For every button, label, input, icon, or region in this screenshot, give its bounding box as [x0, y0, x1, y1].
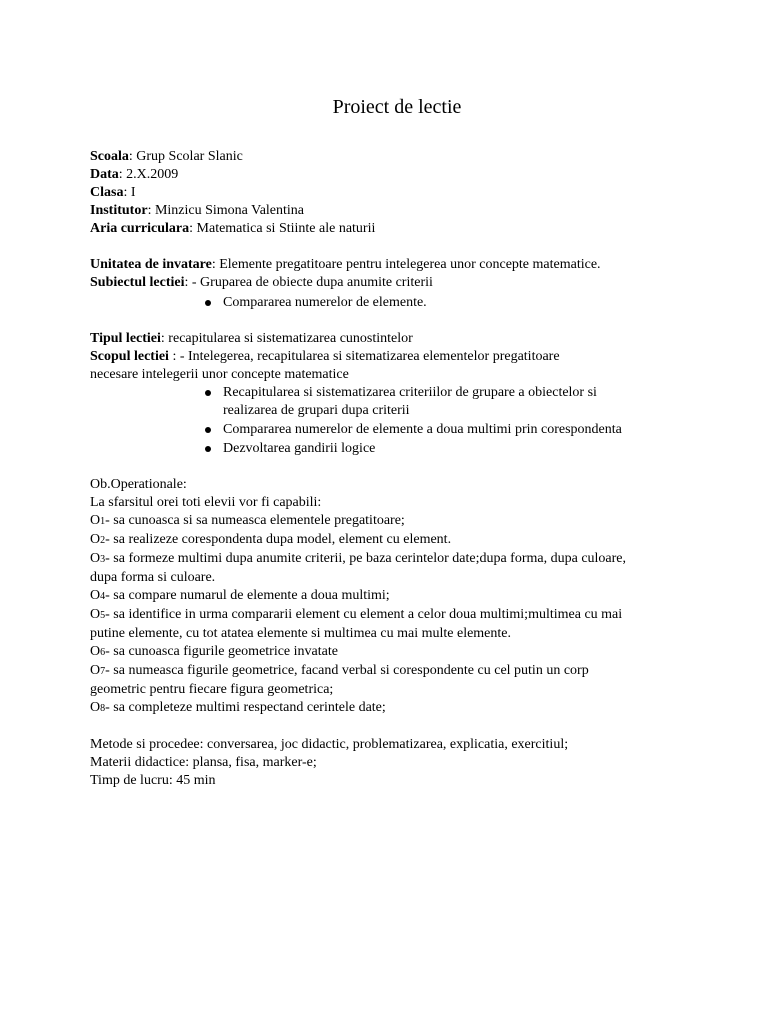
objective-number: 7	[100, 666, 106, 677]
objective-code: O	[90, 700, 101, 715]
info-label: Clasa	[90, 185, 124, 200]
subject-bullet-list	[90, 294, 690, 312]
lesson-subject-label: Subiectul lectiei	[90, 275, 185, 290]
objective-number: 1	[100, 516, 106, 527]
info-curricular-area	[90, 220, 690, 238]
objective-number: 5	[100, 610, 106, 621]
objective-text: - sa compare numarul de elemente a doua multimi;	[105, 588, 390, 603]
objective-number: 6	[100, 647, 106, 658]
objectives-intro: La sfarsitul orei toti elevii vor fi capabili:	[90, 495, 322, 510]
info-class	[90, 184, 690, 202]
scope-bullet	[197, 421, 690, 439]
lesson-scope-label: Scopul lectiei	[90, 349, 169, 364]
objective-text: - sa completeze multimi respectand cerintele date;	[105, 700, 386, 715]
info-school	[90, 148, 690, 166]
objective-item	[90, 550, 690, 569]
objective-number: 3	[100, 554, 106, 565]
lesson-type	[90, 330, 690, 348]
duration-line: Timp de lucru: 45 min	[90, 773, 216, 788]
info-label: Data	[90, 167, 119, 182]
learning-unit	[90, 256, 690, 274]
objective-item	[90, 512, 690, 531]
objective-code: O	[90, 532, 101, 547]
objective-item	[90, 662, 690, 681]
methods-line: Metode si procedee: conversarea, joc didactic, problematizarea, explicatia, exercitiul;	[90, 737, 569, 752]
scope-bullet-line: Dezvoltarea gandirii logice	[223, 441, 376, 456]
learning-unit-label: Unitatea de invatare	[90, 257, 212, 272]
lesson-scope-continuation: necesare intelegerii unor concepte matematice	[90, 367, 349, 382]
objective-item	[90, 587, 690, 606]
objective-item	[90, 699, 690, 718]
objective-code: O	[90, 663, 101, 678]
materials-line: Materii didactice: plansa, fisa, marker-e;	[90, 755, 317, 770]
objective-continuation: putine elemente, cu tot atatea elemente si multimea cu mai multe elemente.	[90, 626, 511, 641]
scope-bullet-line: realizarea de grupari dupa criterii	[223, 403, 410, 418]
scope-bullet-line: Recapitularea si sistematizarea criteriilor de grupare a obiectelor si	[223, 385, 597, 400]
objective-text: - sa cunoasca si sa numeasca elementele pregatitoare;	[105, 513, 405, 528]
objective-item	[90, 643, 690, 662]
objective-continuation: geometric pentru fiecare figura geometrica;	[90, 682, 334, 697]
info-label: Aria curriculara	[90, 221, 190, 236]
scope-bullet-list	[90, 384, 690, 458]
scope-bullet	[197, 440, 690, 458]
learning-unit-value: : Elemente pregatitoare pentru intelegerea unor concepte matematice.	[211, 257, 601, 272]
objective-item	[90, 531, 690, 550]
objective-continuation: dupa forma si culoare.	[90, 570, 216, 585]
spacer	[90, 458, 690, 476]
spacer	[90, 238, 690, 256]
lesson-scope-value: : - Intelegerea, recapitularea si sitematizarea elementelor pregatitoare	[168, 349, 560, 364]
objective-code: O	[90, 607, 101, 622]
lesson-scope	[90, 348, 690, 366]
lesson-type-value: : recapitularea si sistematizarea cunostintelor	[160, 331, 413, 346]
info-value: : I	[123, 185, 136, 200]
spacer	[90, 312, 690, 330]
info-value: : Matematica si Stiinte ale naturii	[189, 221, 376, 236]
document-title: Proiect de lectie	[332, 96, 462, 118]
objective-text: - sa realizeze corespondenta dupa model, element cu element.	[105, 532, 452, 547]
info-label: Institutor	[90, 203, 148, 218]
objective-text: - sa numeasca figurile geometrice, facand verbal si corespondente cu cel putin un corp	[105, 663, 589, 678]
objective-code: O	[90, 513, 101, 528]
objective-text: - sa identifice in urma compararii element cu element a celor doua multimi;multimea cu mai	[105, 607, 623, 622]
objective-text: - sa formeze multimi dupa anumite criterii, pe baza cerintelor date;dupa forma, dupa culoare,	[105, 551, 627, 566]
info-label: Scoala	[90, 149, 129, 164]
objective-code: O	[90, 644, 101, 659]
info-value: : 2.X.2009	[118, 167, 179, 182]
scope-bullet	[197, 384, 690, 420]
subject-bullet: Compararea numerelor de elemente.	[197, 294, 690, 312]
info-teacher	[90, 202, 690, 220]
info-value: : Minzicu Simona Valentina	[147, 203, 305, 218]
lesson-subject-value: : - Gruparea de obiecte dupa anumite criterii	[184, 275, 433, 290]
objective-number: 2	[100, 535, 106, 546]
spacer	[90, 718, 690, 736]
lesson-type-label: Tipul lectiei	[90, 331, 161, 346]
document-page	[90, 92, 690, 790]
lesson-subject	[90, 274, 690, 292]
objective-text: - sa cunoasca figurile geometrice invatate	[105, 644, 338, 659]
objective-code: O	[90, 588, 101, 603]
objective-number: 8	[100, 703, 106, 714]
objective-item	[90, 606, 690, 625]
scope-bullet-line: Compararea numerelor de elemente a doua multimi prin corespondenta	[223, 422, 622, 437]
objectives-heading: Ob.Operationale:	[90, 477, 187, 492]
info-date	[90, 166, 690, 184]
objective-code: O	[90, 551, 101, 566]
objective-number: 4	[100, 591, 106, 602]
info-value: : Grup Scolar Slanic	[128, 149, 243, 164]
